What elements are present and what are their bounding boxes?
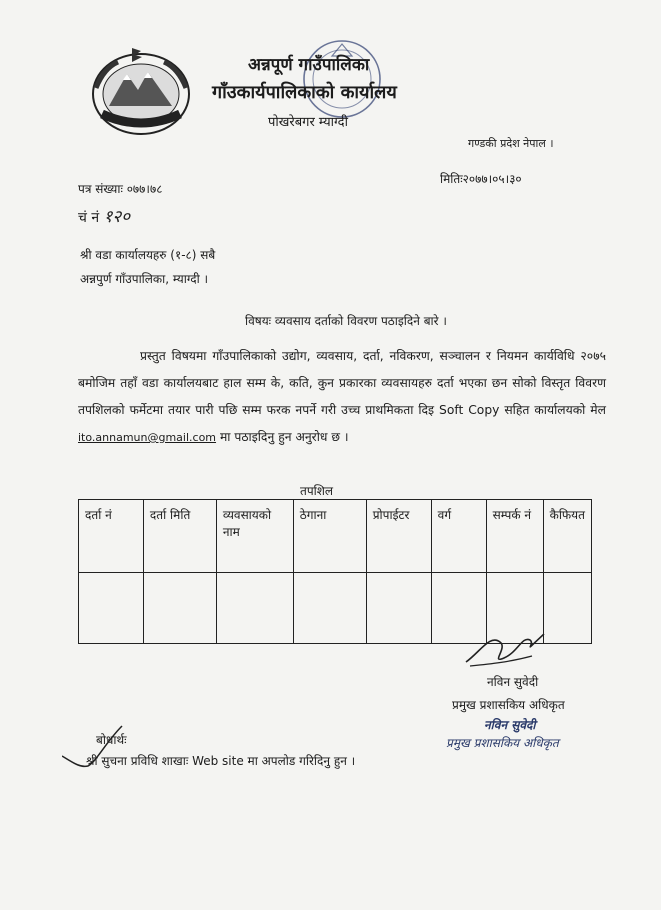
signatory-title: प्रमुख प्रशासकिय अधिकृत (452, 698, 565, 712)
recipient-line-2: अन्नपुर्ण गाँउपालिका, म्याग्दी । (80, 272, 209, 286)
body-text: प्रस्तुत विषयमा गाँउपालिकाको उद्योग, व्यवसाय, दर्ता, नविकरण, सञ्चालन र नियमन कार्यविधि २०७५ बमोजिम तहाँ वडा कार्यालयबाट हाल सम्म के, कति, कुन प्रकारका व्यवसायहरु दर्ता भएका छन सोको विस्तृत विवरण तपशिलको फर्मेटमा तयार पारी पछि सम्म फरक नपर्ने गरी उच्च प्राथमिकता दिइ Soft Copy सहित कार्यालयको मेल (78, 349, 606, 417)
col-address: ठेगाना (293, 500, 366, 573)
col-proprietor: प्रोपाईटर (366, 500, 431, 573)
col-reg-no: दर्ता नं (79, 500, 144, 573)
dispatch-label: चं नं (78, 210, 100, 226)
dispatch-value: १२० (103, 207, 131, 227)
table-header-row (79, 500, 592, 573)
office-title: गाँउकार्यपालिकाको कार्यालय (212, 82, 397, 103)
col-category: वर्ग (431, 500, 486, 573)
office-stamp (300, 34, 384, 124)
office-address: पोखरेबगर म्याग्दी (268, 115, 348, 130)
letter-body (78, 343, 606, 451)
handwritten-signature (460, 622, 550, 672)
province-line: गण्डकी प्रदेश नेपाल । (468, 137, 554, 150)
table-cell (216, 573, 293, 644)
table-cell (293, 573, 366, 644)
cc-label: बोधार्थः (96, 733, 127, 747)
col-contact: सम्पर्क नं (486, 500, 543, 573)
letter-date: मितिः२०७७।०५।३० (440, 172, 522, 186)
col-remarks: कैफियत (543, 500, 591, 573)
table-cell (543, 573, 591, 644)
table-caption: तपशिल (300, 484, 334, 498)
body-text-end: मा पठाइदिनु हुन अनुरोध छ । (219, 430, 349, 444)
dispatch-number (78, 204, 130, 227)
email-link[interactable]: ito.annamun@gmail.com (78, 431, 217, 444)
table-cell (366, 573, 431, 644)
stamp-name: नविन सुवेदी (484, 718, 536, 732)
col-reg-date: दर्ता मिति (143, 500, 216, 573)
stamp-title: प्रमुख प्रशासकिय अधिकृत (446, 736, 559, 750)
table-cell (143, 573, 216, 644)
signatory-name: नविन सुवेदी (487, 675, 539, 689)
recipient-line-1: श्री वडा कार्यालयहरु (१-८) सबै (80, 248, 216, 262)
municipality-emblem (82, 44, 200, 139)
subject-line: विषयः व्यवसाय दर्ताको विवरण पठाइदिने बारे । (245, 314, 447, 328)
office-name: अन्नपूर्ण गाउँपालिका (248, 55, 370, 75)
table-cell (79, 573, 144, 644)
cc-line: श्री सुचना प्रविधि शाखाः Web site मा अपलोड गरिदिनु हुन । (86, 754, 356, 768)
reference-number: पत्र संख्याः ०७७।७८ (78, 182, 163, 196)
col-business-name: व्यवसायको नाम (216, 500, 293, 573)
